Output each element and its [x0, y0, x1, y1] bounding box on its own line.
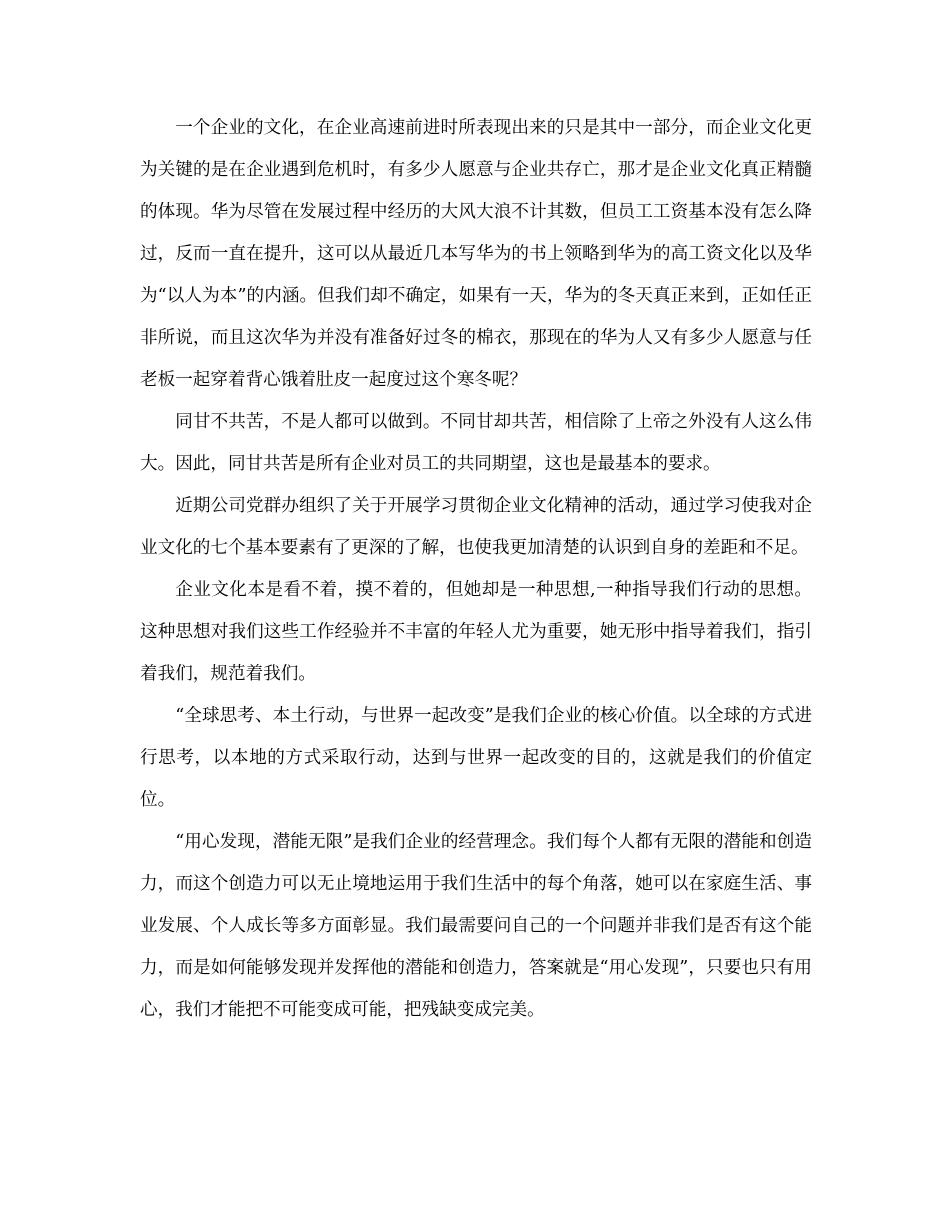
paragraph-6: “用心发现，潜能无限”是我们企业的经营理念。我们每个人都有无限的潜能和创造力，而这个创造力可以无止境地运用于我们生活中的每个角落，她可以在家庭生活、事业发展、个人成长等多方面彰显。我们最需要问自己的一个问题并非我们是否有这个能力，而是如何能够发现并发挥他的潜能和创造力，答案就是“用心发现”，只要也只有用心，我们才能把不可能变成可能，把残缺变成完美。	[140, 832, 812, 1020]
paragraph-3: 近期公司党群办组织了关于开展学习贯彻企业文化精神的活动，通过学习使我对企业文化的七个基本要素有了更深的了解，也使我更加清楚的认识到自身的差距和不足。	[140, 496, 812, 558]
paragraph-4: 企业文化本是看不着，摸不着的，但她却是一种思想,一种指导我们行动的思想。这种思想对我们这些工作经验并不丰富的年轻人尤为重要，她无形中指导着我们，指引着我们，规范着我们。	[140, 580, 812, 684]
paragraph-2: 同甘不共苦，不是人都可以做到。不同甘却共苦，相信除了上帝之外没有人这么伟大。因此，同甘共苦是所有企业对员工的共同期望，这也是最基本的要求。	[140, 412, 812, 474]
paragraph-5: “全球思考、本土行动，与世界一起改变”是我们企业的核心价值。以全球的方式进行思考，以本地的方式采取行动，达到与世界一起改变的目的，这就是我们的价值定位。	[140, 706, 812, 810]
paragraph-1: 一个企业的文化，在企业高速前进时所表现出来的只是其中一部分，而企业文化更为关键的是在企业遇到危机时，有多少人愿意与企业共存亡，那才是企业文化真正精髓的体现。华为尽管在发展过程中经历的大风大浪不计其数，但员工工资基本没有怎么降过，反而一直在提升，这可以从最近几本写华为的书上领略到华为的高工资文化以及华为“以人为本”的内涵。但我们却不确定，如果有一天，华为的冬天真正来到，正如任正非所说，而且这次华为并没有准备好过冬的棉衣，那现在的华为人又有多少人愿意与任老板一起穿着背心饿着肚皮一起度过这个寒冬呢？	[140, 118, 812, 390]
document-body	[140, 107, 812, 1031]
